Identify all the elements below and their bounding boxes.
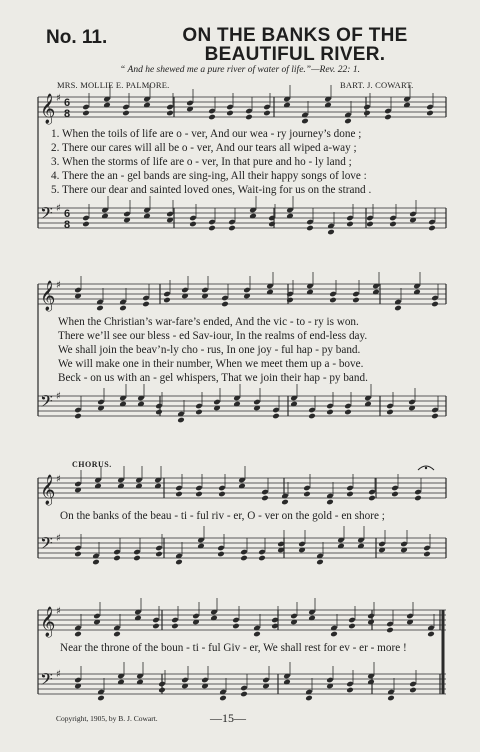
notehead — [386, 409, 394, 416]
notehead — [82, 110, 90, 117]
verse-1-line-a: 1. When the toils of life are o - ver, And our wea - ry journey’s done ; — [51, 128, 362, 140]
verse-1-line-b: When the Christian’s war-fare’s ended, And the vic - to - ry is won. — [58, 316, 359, 328]
verse-2-line-a: 2. There our cares will all be o - ver, And our tears all wiped a-way ; — [51, 142, 357, 154]
notehead — [387, 695, 395, 702]
chorus-line-2: Near the throne of the boun - ti - ful Giv - er, We shall rest for ev - er - more ! — [60, 642, 407, 654]
svg-text:𝄢: 𝄢 — [40, 533, 53, 557]
notehead — [346, 491, 354, 498]
svg-text:♯: ♯ — [56, 391, 61, 402]
notehead — [119, 305, 127, 312]
notehead — [221, 301, 229, 308]
svg-text:𝄞: 𝄞 — [40, 475, 56, 505]
notehead — [258, 555, 266, 562]
svg-text:♯: ♯ — [56, 93, 61, 104]
notehead — [363, 110, 371, 117]
notehead — [195, 409, 203, 416]
verse-2-line-b: There we’ll see our bless - ed Sav-iour, In the realms of end-less day. — [58, 330, 368, 342]
scripture-reference: “ And he shewed me a pure river of water of life.”—Rev. 22: 1. — [120, 65, 360, 75]
notehead — [74, 413, 82, 420]
page-number: —15— — [210, 711, 246, 725]
composer: BART. J. COWART. — [340, 80, 414, 90]
time-sig-top-treble: 6 — [64, 97, 71, 109]
notehead — [346, 687, 354, 694]
notehead — [326, 499, 334, 506]
bass-clef-icon: 𝄢 — [40, 203, 53, 227]
notehead — [245, 114, 253, 121]
system1-bass-staff — [38, 208, 446, 228]
notehead — [427, 631, 435, 638]
notehead — [391, 491, 399, 498]
notehead — [74, 551, 82, 558]
notehead — [414, 495, 422, 502]
notehead — [327, 229, 335, 236]
notehead — [272, 413, 280, 420]
notehead — [171, 623, 179, 630]
notehead — [316, 559, 324, 566]
notehead — [409, 687, 417, 694]
svg-text:𝄞: 𝄞 — [40, 281, 56, 311]
notehead — [97, 695, 105, 702]
svg-text:♯: ♯ — [56, 280, 61, 291]
svg-text:♯: ♯ — [56, 606, 61, 617]
copyright-notice: Copyright, 1905, by B. J. Cowart. — [56, 714, 158, 723]
system1-treble-staff — [38, 97, 446, 117]
notehead — [346, 221, 354, 228]
notehead — [217, 551, 225, 558]
notehead — [158, 687, 166, 694]
notehead — [426, 110, 434, 117]
notehead — [218, 491, 226, 498]
chorus-label: CHORUS. — [72, 460, 112, 469]
svg-text:𝄞: 𝄞 — [40, 607, 56, 637]
notehead — [286, 297, 294, 304]
notehead — [253, 631, 261, 638]
svg-text:♯: ♯ — [56, 669, 61, 680]
treble-clef-icon: 𝄞 — [40, 94, 56, 124]
notehead — [232, 623, 240, 630]
verse-4-line-b: We will make one in their number, When we meet them up a - bove. — [58, 358, 364, 370]
notehead — [431, 301, 439, 308]
notehead — [155, 551, 163, 558]
notehead — [306, 225, 314, 232]
hymn-number: No. 11. — [46, 27, 108, 48]
notehead — [263, 110, 271, 117]
notehead — [189, 221, 197, 228]
notehead — [428, 225, 436, 232]
notehead — [228, 225, 236, 232]
notehead — [330, 631, 338, 638]
notehead — [366, 221, 374, 228]
verse-5-line-b: Beck - on us with an - gel whispers, That we join their hap - py band. — [58, 372, 368, 384]
notehead — [344, 409, 352, 416]
notehead — [344, 118, 352, 125]
notehead — [142, 301, 150, 308]
notehead — [308, 413, 316, 420]
notehead — [152, 623, 160, 630]
notehead — [163, 297, 171, 304]
svg-text:♯: ♯ — [56, 203, 61, 214]
svg-text:𝄢: 𝄢 — [40, 669, 53, 693]
notehead — [208, 114, 216, 121]
notehead — [303, 491, 311, 498]
notehead — [177, 417, 185, 424]
notehead — [92, 559, 100, 566]
svg-text:♯: ♯ — [56, 474, 61, 485]
notehead — [301, 118, 309, 125]
notehead — [195, 491, 203, 498]
notehead — [113, 631, 121, 638]
notehead — [384, 114, 392, 121]
notehead — [352, 297, 360, 304]
notehead — [326, 409, 334, 416]
notehead — [82, 221, 90, 228]
notehead — [122, 110, 130, 117]
author: MRS. MOLLIE E. PALMORE. — [57, 80, 170, 90]
notehead — [394, 305, 402, 312]
notehead — [208, 225, 216, 232]
notehead — [281, 499, 289, 506]
title-line-1: ON THE BANKS OF THE — [182, 25, 408, 46]
notehead — [166, 110, 174, 117]
notehead — [268, 221, 276, 228]
notehead — [305, 695, 313, 702]
notehead — [386, 627, 394, 634]
notehead — [226, 110, 234, 117]
title-line-2: BEAUTIFUL RIVER. — [204, 44, 386, 65]
time-sig-top-bass: 6 — [64, 208, 71, 220]
notehead — [113, 555, 121, 562]
svg-text:♯: ♯ — [56, 533, 61, 544]
verse-3-line-a: 3. When the storms of life are o - ver, In that pure and ho - ly land ; — [51, 156, 352, 168]
notehead — [240, 691, 248, 698]
verse-4-line-a: 4. There the an - gel bands are sing-ing, All their happy songs of love : — [51, 170, 367, 182]
notehead — [348, 623, 356, 630]
time-sig-bottom-bass: 8 — [64, 219, 71, 231]
chorus-line-1: On the banks of the beau - ti - ful riv - er, O - ver on the gold - en shore ; — [60, 510, 385, 522]
notehead — [431, 413, 439, 420]
time-sig-bottom-treble: 8 — [64, 108, 71, 120]
notehead — [133, 555, 141, 562]
notehead — [96, 305, 104, 312]
svg-text:𝄢: 𝄢 — [40, 391, 53, 415]
notehead — [219, 695, 227, 702]
notehead — [240, 555, 248, 562]
notehead — [329, 297, 337, 304]
notehead — [423, 551, 431, 558]
notehead — [155, 409, 163, 416]
notehead — [175, 491, 183, 498]
verse-3-line-b: We shall join the beav’n-ly cho - rus, In one joy - ful hap - py band. — [58, 344, 361, 356]
notehead — [389, 221, 397, 228]
notehead — [175, 559, 183, 566]
notehead — [74, 631, 82, 638]
verse-5-line-a: 5. There our dear and sainted loved ones, Wait-ing for us on the strand . — [51, 184, 372, 196]
notehead — [261, 495, 269, 502]
notehead — [368, 495, 376, 502]
